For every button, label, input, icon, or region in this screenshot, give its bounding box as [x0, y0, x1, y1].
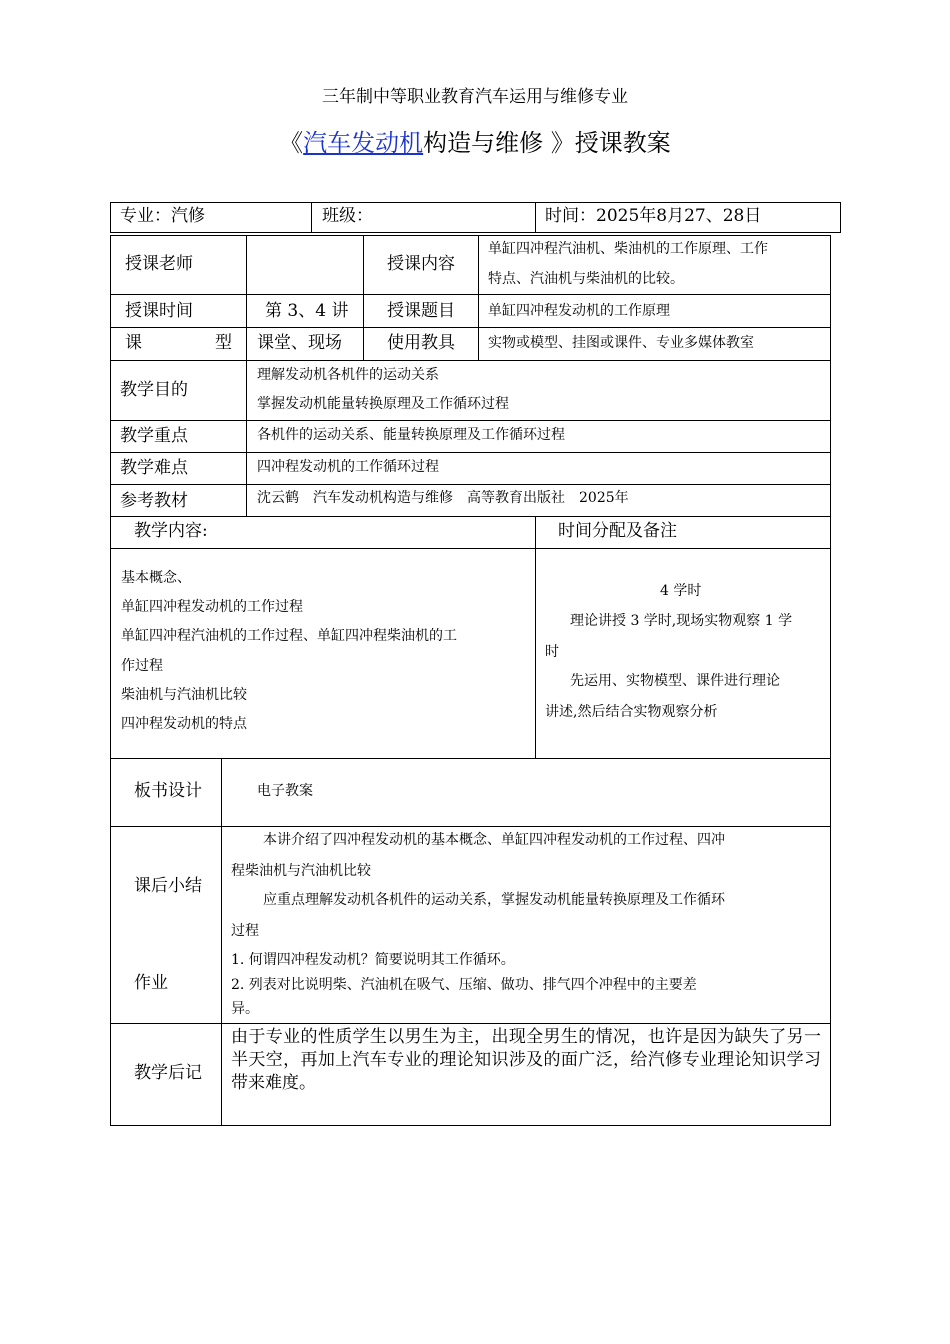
table-line — [363, 235, 364, 361]
table-line — [110, 548, 831, 549]
content-item: 柴油机与汽油机比较 — [121, 687, 247, 703]
content-item: 作过程 — [121, 658, 163, 674]
summary-line: 本讲介绍了四冲程发动机的基本概念、单缸四冲程发动机的工作过程、四冲 — [263, 832, 725, 848]
table-line — [110, 758, 831, 759]
teacher-label: 授课老师 — [125, 254, 193, 274]
summary-line: 应重点理解发动机各机件的运动关系，掌握发动机能量转换原理及工作循环 — [263, 892, 725, 908]
tools-label: 使用教具 — [387, 333, 455, 353]
reference-label: 参考教材 — [120, 491, 188, 511]
content-item: 单缸四冲程汽油机的工作过程、单缸四冲程柴油机的工 — [121, 628, 457, 644]
period-label: 授课时间 — [125, 301, 193, 321]
content-label: 授课内容 — [387, 254, 455, 274]
summary-line: 过程 — [231, 923, 259, 939]
table-line — [535, 202, 536, 232]
table-line — [840, 202, 841, 232]
summary-label: 课后小结 — [134, 876, 202, 896]
content-value-line-2: 特点、汽油机与柴油机的比较。 — [488, 271, 684, 287]
homework-label: 作业 — [134, 973, 168, 993]
table-line — [110, 235, 111, 1126]
table-line — [246, 360, 247, 517]
table-line — [110, 327, 831, 328]
key-label: 教学重点 — [120, 426, 188, 446]
goal-line-1: 理解发动机各机件的运动关系 — [257, 367, 439, 383]
period-value: 第 3、4 讲 — [265, 301, 349, 321]
table-line — [110, 202, 841, 203]
type-value: 课堂、现场 — [257, 333, 342, 353]
homework-item: 1. 何谓四冲程发动机？简要说明其工作循环。 — [231, 952, 515, 968]
time-cell: 时间：2025年8月27、28日 — [545, 206, 762, 226]
table-line — [110, 232, 841, 233]
table-line — [221, 758, 222, 1125]
topic-value: 单缸四冲程发动机的工作原理 — [488, 303, 670, 319]
homework-item: 2. 列表对比说明柴、汽油机在吸气、压缩、做功、排气四个冲程中的主要差 — [231, 977, 697, 993]
tools-value: 实物或模型、挂图或课件、专业多媒体教室 — [488, 335, 754, 351]
table-line — [246, 235, 247, 361]
content-item: 四冲程发动机的特点 — [121, 716, 247, 732]
time-allocation-header: 时间分配及备注 — [558, 521, 677, 541]
reference-value: 沈云鹤 汽车发动机构造与维修 高等教育出版社 2025年 — [257, 490, 629, 506]
table-line — [110, 1023, 831, 1024]
time-note-line: 时 — [545, 644, 559, 660]
reflection-label: 教学后记 — [134, 1063, 202, 1083]
board-value: 电子教案 — [257, 783, 313, 799]
content-item: 单缸四冲程发动机的工作过程 — [121, 599, 303, 615]
time-note-line: 先运用、实物模型、课件进行理论 — [570, 673, 780, 689]
table-line — [110, 826, 831, 827]
table-line — [110, 516, 831, 517]
content-value-line-1: 单缸四冲程汽油机、柴油机的工作原理、工作 — [488, 241, 768, 257]
title-open-bracket: 《 — [279, 129, 304, 157]
type-label — [125, 333, 232, 353]
topic-label: 授课题目 — [387, 301, 455, 321]
table-line — [311, 202, 312, 232]
reflection-text: 由于专业的性质学生以男生为主，出现全男生的情况，也许是因为缺失了另一半天空，再加上汽车专业的理论知识涉及的面广泛，给汽修专业理论知识学习带来难度。 — [231, 1027, 821, 1093]
table-line — [110, 235, 831, 236]
table-line — [830, 235, 831, 1126]
class-cell: 班级： — [322, 206, 373, 226]
table-line — [478, 235, 479, 361]
summary-line: 程柴油机与汽油机比较 — [231, 863, 371, 879]
title-link[interactable]: 汽车发动机 — [303, 129, 424, 157]
key-value: 各机件的运动关系、能量转换原理及工作循环过程 — [257, 427, 565, 443]
table-line — [535, 516, 536, 759]
table-line — [110, 294, 831, 295]
major-cell: 专业：汽修 — [120, 206, 205, 226]
table-line — [110, 452, 831, 453]
title-rest: 构造与维修 》授课教案 — [423, 129, 671, 157]
table-line — [110, 202, 111, 232]
goal-line-2: 掌握发动机能量转换原理及工作循环过程 — [257, 396, 509, 412]
goal-label: 教学目的 — [120, 380, 188, 400]
table-line — [110, 420, 831, 421]
document-title — [0, 128, 950, 158]
time-note-line: 讲述,然后结合实物观察分析 — [545, 704, 718, 720]
board-label: 板书设计 — [134, 781, 202, 801]
difficulty-value: 四冲程发动机的工作循环过程 — [257, 459, 439, 475]
document-subtitle: 三年制中等职业教育汽车运用与维修专业 — [322, 87, 628, 107]
table-line — [110, 484, 831, 485]
content-item: 基本概念、 — [121, 570, 191, 586]
difficulty-label: 教学难点 — [120, 458, 188, 478]
hours-text: 4 学时 — [660, 583, 702, 599]
content-header: 教学内容: — [134, 521, 208, 541]
table-line — [110, 360, 831, 361]
table-line — [110, 1125, 831, 1126]
type-label-part-2: 型 — [215, 333, 232, 353]
type-label-part-1: 课 — [125, 333, 142, 353]
time-note-line: 理论讲授 3 学时,现场实物观察 1 学 — [570, 613, 793, 629]
homework-item: 异。 — [231, 1001, 259, 1017]
